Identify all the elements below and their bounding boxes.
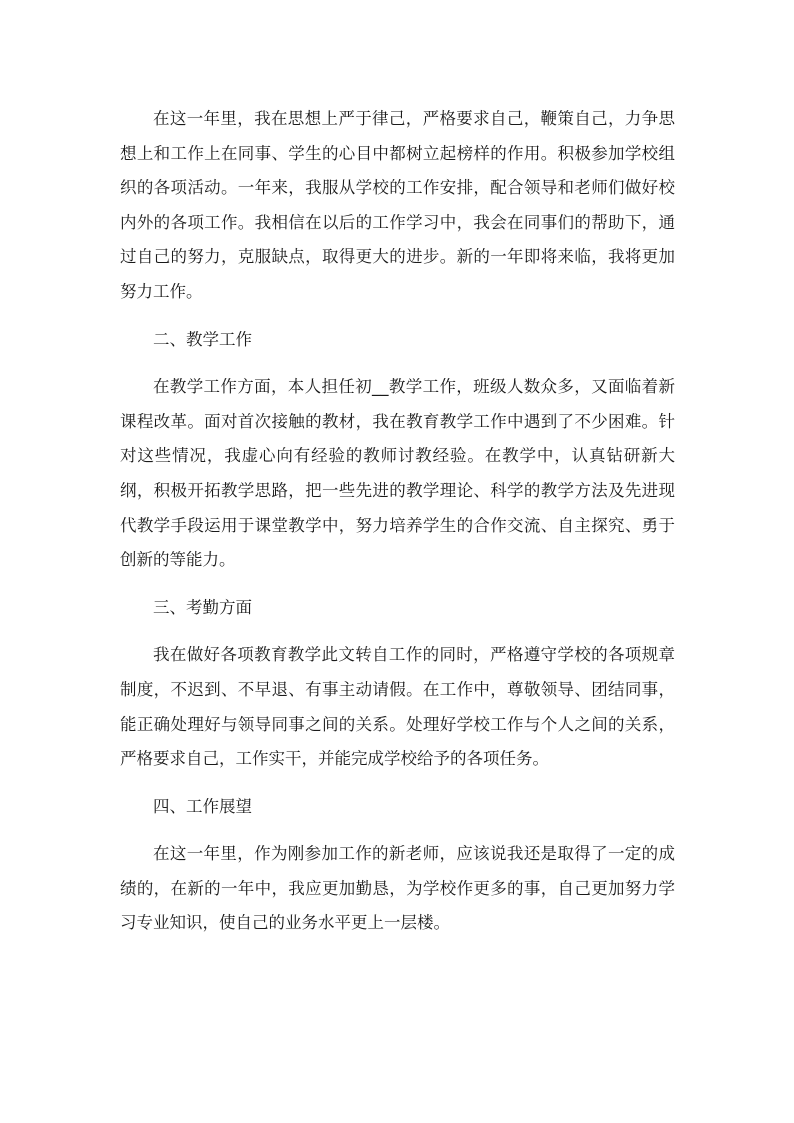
paragraph-gap <box>120 578 675 591</box>
paragraph-outlook: 在这一年里，作为刚参加工作的新老师，应该说我还是取得了一定的成绩的，在新的一年中，我应更加勤恳，为学校作更多的事，自己更加努力学习专业知识，使自己的业务水平更上一层楼。 <box>120 844 675 933</box>
section-heading-attendance: 三、考勤方面 <box>153 597 252 617</box>
paragraph-attendance: 我在做好各项教育教学此文转自工作的同时，严格遵守学校的各项规章制度，不迟到、不早退、有事主动请假。在工作中，尊敬领导、团结同事，能正确处理好与领导同事之间的关系。处理好学校工作与个人之间的关系，严格要求自己，工作实干，并能完成学校给予的各项任务。 <box>120 645 675 769</box>
section-heading-outlook: 四、工作展望 <box>153 796 252 816</box>
paragraph-gap <box>120 625 675 638</box>
document-body <box>120 102 675 941</box>
paragraph-gap <box>120 777 675 790</box>
paragraph-gap <box>120 310 675 323</box>
paragraph-gap <box>120 357 675 370</box>
paragraph-teaching: 在教学工作方面，本人担任初__教学工作，班级人数众多，又面临着新课程改革。面对首次接触的教材，我在教育教学工作中遇到了不少困难。针对这些情况，我虚心向有经验的教师讨教经验。在教学中，认真钻研新大纲，积极开拓教学思路，把一些先进的教学理论、科学的教学方法及先进现代教学手段运用于课堂教学中，努力培养学生的合作交流、自主探究、勇于创新的等能力。 <box>120 377 675 570</box>
paragraph-gap <box>120 824 675 837</box>
section-heading-teaching: 二、教学工作 <box>153 329 252 349</box>
paragraph-thought: 在这一年里，我在思想上严于律己，严格要求自己，鞭策自己，力争思想上和工作上在同事、学生的心目中都树立起榜样的作用。积极参加学校组织的各项活动。一年来，我服从学校的工作安排，配合领导和老师们做好校内外的各项工作。我相信在以后的工作学习中，我会在同事们的帮助下，通过自己的努力，克服缺点，取得更大的进步。新的一年即将来临，我将更加努力工作。 <box>120 109 675 301</box>
